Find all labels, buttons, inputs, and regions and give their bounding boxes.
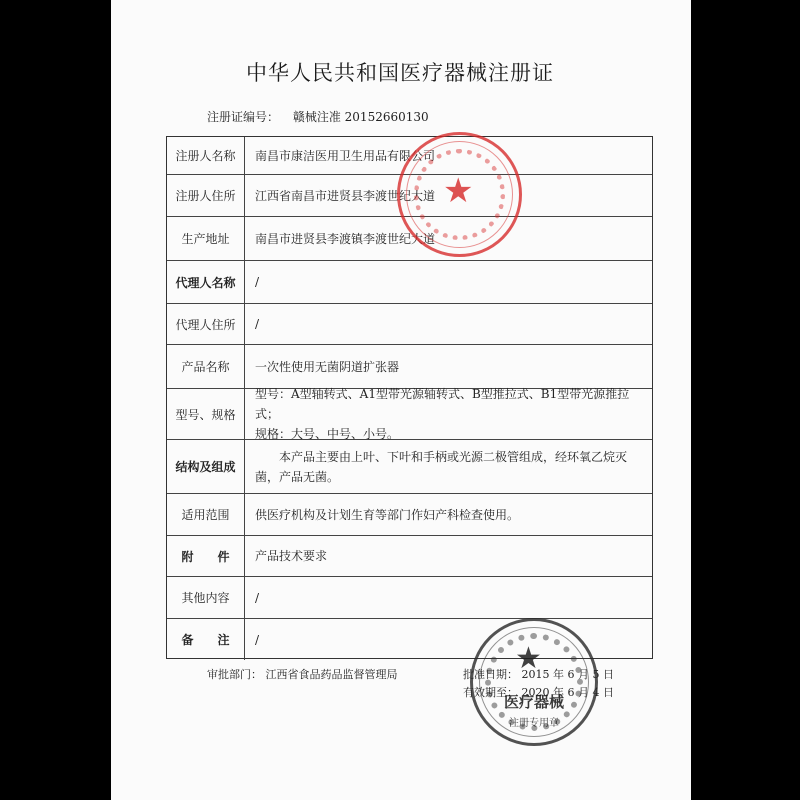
field-value [245,261,652,303]
field-label: 生产地址 [167,217,245,260]
table-row [167,536,652,577]
registration-number-value: 赣械注准 20152660130 [292,110,429,124]
registration-number-label: 注册证编号： [207,110,280,124]
field-value-text: 南昌市进贤县李渡镇李渡世纪大道 [255,231,436,246]
field-value-text: / [255,632,260,647]
field-value-text: 江西省南昌市进贤县李渡世纪大道 [255,188,436,203]
field-label: 代理人名称 [167,261,245,303]
table-row [167,304,652,345]
field-value-text: 供医疗机构及计划生育等部门作妇产科检查使用。 [255,507,520,522]
field-value [245,304,652,344]
table-row [167,619,652,660]
field-value [245,536,652,576]
field-value [245,577,652,618]
field-value-text: 南昌市康洁医用卫生用品有限公司 [255,148,436,163]
certificate-table [166,136,653,659]
field-label: 代理人住所 [167,304,245,344]
field-value-text: 产品技术要求 [255,549,328,563]
table-row [167,577,652,619]
approval-date-label: 批准日期： [463,668,518,681]
field-value [245,345,652,388]
approval-date [463,666,614,682]
field-label: 注册人住所 [167,175,245,216]
table-row [167,261,652,304]
table-row [167,175,652,217]
field-value-text: / [255,590,260,605]
table-row [167,217,652,261]
seal-text-line1: 医疗器械 [503,693,564,711]
table-row [167,389,652,440]
field-value [245,440,652,493]
approval-department-value: 江西省食品药品监督管理局 [265,668,398,681]
field-label: 附 件 [167,536,245,576]
field-value-text: / [255,317,260,331]
field-value [245,175,652,216]
table-row [167,440,652,494]
field-value [245,619,652,660]
field-value-text: / [255,275,260,289]
approval-date-value: 2015 年 6 月 5 日 [521,668,614,681]
field-label: 产品名称 [167,345,245,388]
valid-until-value: 2020 年 6 月 4 日 [521,686,614,699]
field-label: 型号、规格 [167,389,245,439]
field-value [245,494,652,535]
field-value [245,137,652,174]
table-row [167,137,652,175]
field-value [245,389,652,439]
field-value [245,217,652,260]
field-label: 备 注 [167,619,245,660]
field-value-text: 型号：A型轴转式、A1型带光源轴转式、B型推拉式、B1型带光源推拉式； [255,387,630,421]
seal-text-line2: 注册专用章 [509,718,559,729]
seal-star-icon: ★ [443,171,474,211]
registration-number [207,108,429,125]
field-label: 其他内容 [167,577,245,618]
approval-department [207,666,398,682]
field-label: 注册人名称 [167,137,245,174]
table-row [167,494,652,536]
valid-until [463,684,614,700]
field-value-text: 本产品主要由上叶、下叶和手柄或光源二极管组成，经环氧乙烷灭 [279,449,628,464]
field-value-text: 菌，产品无菌。 [255,469,340,484]
field-value-text: 规格：大号、中号、小号。 [255,427,400,441]
approval-department-label: 审批部门： [207,668,262,681]
field-value-text: 一次性使用无菌阴道扩张器 [255,359,400,374]
field-label: 适用范围 [167,494,245,535]
valid-until-label: 有效期至： [463,686,518,699]
document-title: 中华人民共和国医疗器械注册证 [246,61,554,85]
table-row [167,345,652,389]
field-label: 结构及组成 [167,440,245,493]
seal-star-icon: ★ [515,641,542,676]
